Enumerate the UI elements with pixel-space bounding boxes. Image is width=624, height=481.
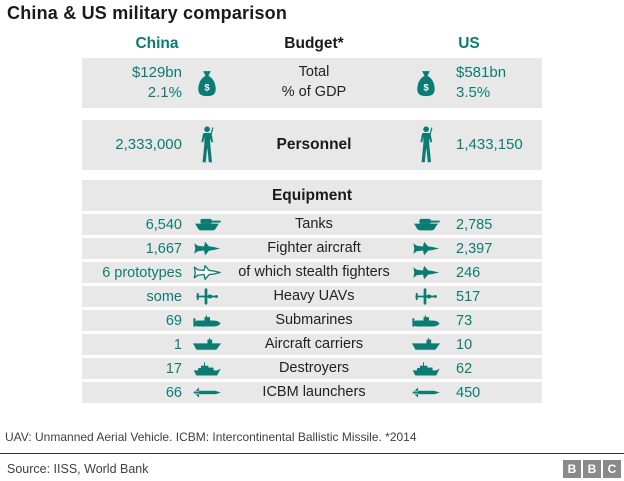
tank-icon <box>182 216 232 233</box>
bbc-logo-letter: B <box>563 460 581 478</box>
submarines-china-value: 69 <box>165 312 182 329</box>
aircraft-carrier-icon <box>182 336 232 353</box>
fighters-china-value: 1,667 <box>145 240 182 257</box>
budget-band <box>82 58 542 108</box>
destroyer-icon <box>182 360 232 377</box>
uavs-label: Heavy UAVs <box>273 287 355 304</box>
destroyers-label: Destroyers <box>278 359 350 376</box>
header-us: US <box>458 35 480 52</box>
table-row-uavs <box>82 286 542 307</box>
table-row-submarines <box>82 310 542 331</box>
bbc-logo <box>563 460 621 478</box>
soldier-icon <box>182 126 232 164</box>
header-budget: Budget* <box>284 35 344 52</box>
source-credit: Source: IISS, World Bank <box>7 462 149 476</box>
table-row-fighters <box>82 238 542 259</box>
stealth-fighter-outline-icon <box>182 264 232 281</box>
destroyers-us-value: 62 <box>456 360 473 377</box>
submarines-label: Submarines <box>275 311 353 328</box>
budget-china-gdp-pct: 2.1% <box>147 84 182 101</box>
table-row-icbm <box>82 382 542 403</box>
personnel-us-value: 1,433,150 <box>456 135 523 153</box>
column-headers <box>82 32 542 56</box>
tanks-label: Tanks <box>295 215 333 232</box>
soldier-icon <box>396 126 456 164</box>
uavs-us-value: 517 <box>456 288 481 305</box>
carriers-label: Aircraft carriers <box>264 335 364 352</box>
personnel-china-value: 2,333,000 <box>115 135 182 153</box>
icbm-missile-icon <box>182 384 232 401</box>
submarine-icon <box>182 312 232 329</box>
uav-icon <box>182 288 232 305</box>
fighters-label: Fighter aircraft <box>267 239 361 256</box>
budget-us-gdp-pct: 3.5% <box>456 84 491 101</box>
stealth-china-value: 6 prototypes <box>102 264 182 281</box>
fighters-us-value: 2,397 <box>456 240 493 257</box>
destroyers-china-value: 17 <box>165 360 182 377</box>
destroyer-icon <box>396 360 456 377</box>
stealth-fighter-icon <box>396 264 456 281</box>
money-bag-icon <box>182 67 232 100</box>
budget-label-total: Total <box>298 64 330 81</box>
stealth-label: of which stealth fighters <box>238 263 390 280</box>
equipment-header: Equipment <box>271 186 353 204</box>
equipment-header-band <box>82 180 542 211</box>
footer-divider <box>0 453 624 454</box>
carriers-china-value: 1 <box>173 336 182 353</box>
table-row-destroyers <box>82 358 542 379</box>
budget-us-total: $581bn <box>456 63 507 81</box>
tank-icon <box>396 216 456 233</box>
submarines-us-value: 73 <box>456 312 473 329</box>
tanks-us-value: 2,785 <box>456 216 493 233</box>
bbc-logo-letter: B <box>583 460 601 478</box>
submarine-icon <box>396 312 456 329</box>
aircraft-carrier-icon <box>396 336 456 353</box>
icbm-missile-icon <box>396 384 456 401</box>
fighter-jet-icon <box>396 240 456 257</box>
uav-icon <box>396 288 456 305</box>
uavs-china-value: some <box>146 288 182 305</box>
icbm-label: ICBM launchers <box>262 383 366 400</box>
footnote: UAV: Unmanned Aerial Vehicle. ICBM: Intercontinental Ballistic Missile. *2014 <box>5 430 417 444</box>
fighter-jet-icon <box>182 240 232 257</box>
personnel-band <box>82 120 542 170</box>
bbc-logo-letter: C <box>603 460 621 478</box>
table-row-carriers <box>82 334 542 355</box>
icbm-china-value: 66 <box>165 384 182 401</box>
carriers-us-value: 10 <box>456 336 473 353</box>
page-title: China & US military comparison <box>7 3 288 23</box>
stealth-us-value: 246 <box>456 264 481 281</box>
money-bag-icon <box>396 67 456 100</box>
budget-china-total: $129bn <box>131 63 182 81</box>
tanks-china-value: 6,540 <box>145 216 182 233</box>
personnel-label: Personnel <box>276 136 352 153</box>
icbm-us-value: 450 <box>456 384 481 401</box>
header-china: China <box>135 35 179 52</box>
budget-us-values <box>456 63 542 104</box>
budget-row-labels <box>232 63 396 102</box>
budget-label-gdp: % of GDP <box>281 84 347 100</box>
budget-china-values <box>82 63 182 104</box>
table-row-tanks <box>82 214 542 235</box>
table-row-stealth-fighters <box>82 262 542 283</box>
